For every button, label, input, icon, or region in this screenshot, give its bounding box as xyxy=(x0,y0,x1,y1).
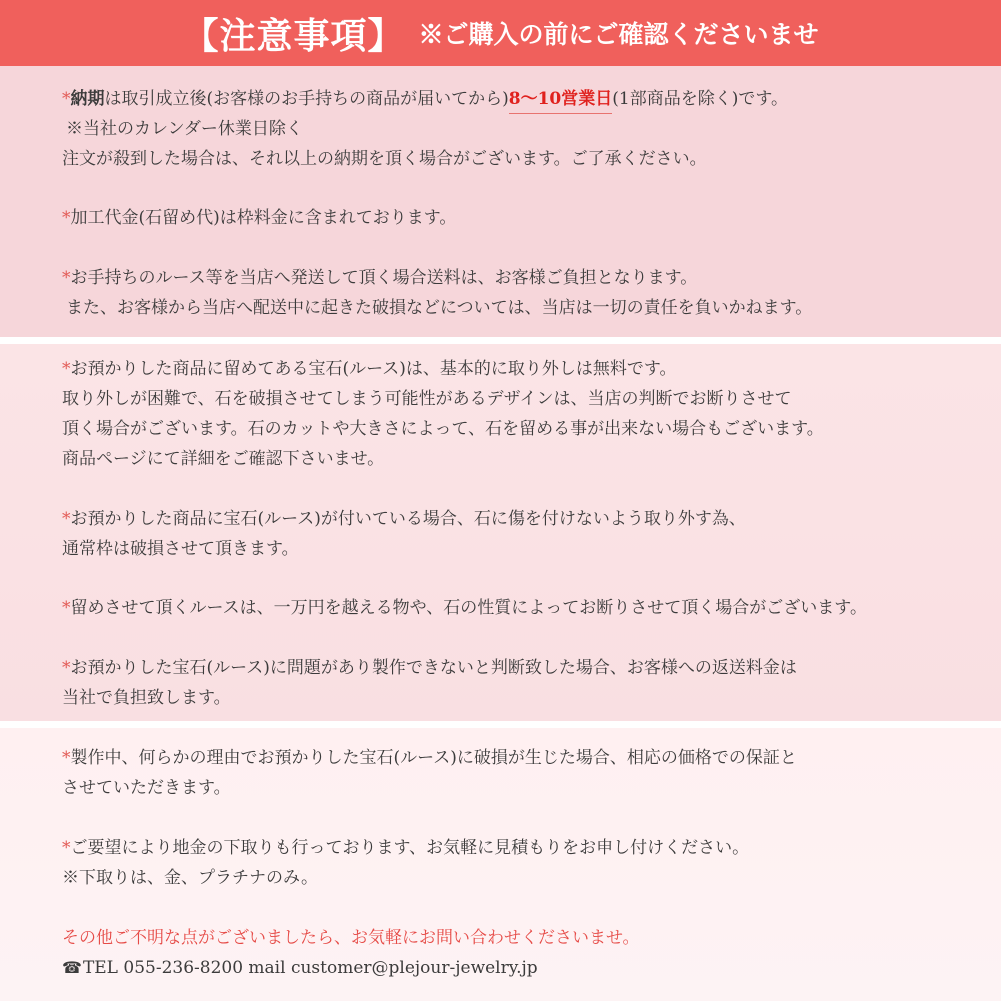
bullet-mark: * xyxy=(62,598,71,618)
bullet-mark: * xyxy=(62,658,71,678)
delivery-text: は取引成立後(お客様のお手持ちの商品が届いてから) xyxy=(104,89,509,109)
frame-damage-note: 通常枠は破損させて頂きます。 xyxy=(62,539,299,559)
bullet-mark: * xyxy=(62,748,71,768)
bullet-mark: * xyxy=(62,89,71,109)
processing-fee-text: 加工代金(石留め代)は枠料金に含まれております。 xyxy=(70,208,457,228)
return-shipping-note: 当社で負担致します。 xyxy=(62,688,231,708)
liability-note: また、お客様から当店へ配送中に起きた破損などについては、当店は一切の責任を負いかねます。 xyxy=(66,298,813,318)
loose-refusal-line xyxy=(62,597,867,619)
trade-in-text: ご要望により地金の下取りも行っております、お気軽に見積もりをお申し付けください。 xyxy=(70,838,750,858)
removal-free-text: お預かりした商品に留めてある宝石(ルース)は、基本的に取り外しは無料です。 xyxy=(70,359,677,379)
frame-damage-text: お預かりした商品に宝石(ルース)が付いている場合、石に傷を付けないよう取り外す為、 xyxy=(70,509,746,529)
removal-free-line xyxy=(62,358,677,380)
header-title: 【注意事項】 xyxy=(182,14,405,57)
delivery-note: (1部商品を除く)です。 xyxy=(612,89,788,109)
bullet-mark: * xyxy=(62,359,71,379)
return-shipping-text: お預かりした宝石(ルース)に問題があり製作できないと判断致した場合、お客様への返送料金は xyxy=(70,658,797,678)
shipping-cost-line xyxy=(62,267,697,289)
bullet-mark: * xyxy=(62,208,71,228)
bullet-mark: * xyxy=(62,509,71,529)
delivery-line xyxy=(62,88,788,110)
delivery-term: 納期 xyxy=(70,89,105,109)
notice-header xyxy=(0,0,1001,66)
header-subtitle: ※ご購入の前にご確認くださいませ xyxy=(418,20,819,49)
damage-guarantee-note: させていただきます。 xyxy=(62,778,231,798)
return-shipping-line xyxy=(62,657,797,679)
removal-difficulty-text: 取り外しが困難で、石を破損させてしまう可能性があるデザインは、当店の判断でお断りさせて xyxy=(62,389,792,409)
inquiry-message: その他ご不明な点がございましたら、お気軽にお問い合わせくださいませ。 xyxy=(62,928,640,948)
gemstone-section xyxy=(0,344,1001,721)
delivery-days-highlight: 8〜10営業日 xyxy=(509,89,613,114)
removal-refusal-text: 頂く場合がございます。石のカットや大きさによって、石を留める事が出来ない場合もございます。 xyxy=(62,419,824,439)
processing-fee-line xyxy=(62,207,456,229)
delivery-section xyxy=(0,66,1001,337)
contact-line xyxy=(62,957,538,979)
shipping-cost-text: お手持ちのルース等を当店へ発送して頂く場合送料は、お客様ご負担となります。 xyxy=(70,268,698,288)
holiday-note: ※当社のカレンダー休業日除く xyxy=(66,119,303,139)
phone-icon: ☎ xyxy=(62,958,82,977)
damage-guarantee-text: 製作中、何らかの理由でお預かりした宝石(ルース)に破損が生じた場合、相応の価格での保証と xyxy=(70,748,797,768)
damage-guarantee-line xyxy=(62,747,797,769)
contact-info[interactable]: TEL 055-236-8200 mail customer@plejour-jewelry.jp xyxy=(82,958,538,978)
trade-in-line xyxy=(62,837,749,859)
bullet-mark: * xyxy=(62,268,71,288)
bullet-mark: * xyxy=(62,838,71,858)
guarantee-section xyxy=(0,728,1001,1001)
frame-damage-line xyxy=(62,508,746,530)
product-page-note: 商品ページにて詳細をご確認下さいませ。 xyxy=(62,449,385,469)
loose-refusal-text: 留めさせて頂くルースは、一万円を越える物や、石の性質によってお断りさせて頂く場合がございます。 xyxy=(70,598,867,618)
rush-order-note: 注文が殺到した場合は、それ以上の納期を頂く場合がございます。ご了承ください。 xyxy=(62,149,707,169)
trade-in-note: ※下取りは、金、プラチナのみ。 xyxy=(62,868,319,888)
